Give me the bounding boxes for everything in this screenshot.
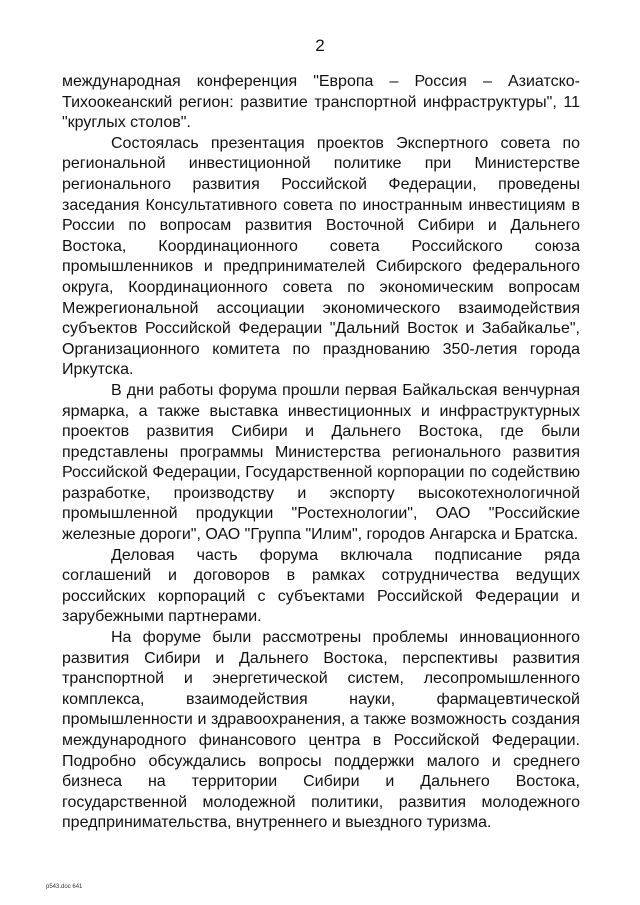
paragraph-business-part: Деловая часть форума включала подписание ряда соглашений и договоров в рамках сотрудничества ведущих российских корпораций с субъектами Российской Федерации и зарубежными партнерами. [62, 546, 580, 626]
paragraph-venture-fair: В дни работы форума прошли первая Байкальская венчурная ярмарка, а также выставка инвестиционных и инфраструктурных проектов развития Сибири и Дальнего Востока, где были представлены программы Министерства регионального развития Российской Федерации, Государственной корпорации по содействию разработке, производству и экспорту высокотехнологичной промышленной продукции "Ростехнологии", ОАО "Российские железные дороги", ОАО "Группа "Илим", городов Ангарска и Братска. [62, 381, 580, 544]
document-body [62, 72, 580, 834]
paragraph-presentation: Состоялась презентация проектов Экспертного совета по региональной инвестиционной политике при Министерстве регионального развития Российской Федерации, проведены заседания Консультативного совета по иностранным инвестициям в России по вопросам развития Восточной Сибири и Дальнего Востока, Координационного совета Российского союза промышленников и предпринимателей Сибирского федерального округа, Координационного совета по экономическим вопросам Межрегиональной ассоциации экономического взаимодействия субъектов Российской Федерации "Дальний Восток и Забайкалье", Организационного комитета по празднованию 350-летия города Иркутска. [62, 134, 580, 379]
page-number: 2 [315, 36, 325, 55]
footer-file-code: р543.doc 641 [46, 884, 83, 890]
paragraph-forum-topics: На форуме были рассмотрены проблемы инновационного развития Сибири и Дальнего Востока, перспективы развития транспортной и энергетической систем, лесопромышленного комплекса, взаимодействия науки, фармацевтической промышленности и здравоохранения, а также возможность создания международного финансового центра в Российской Федерации. Подробно обсуждались вопросы поддержки малого и среднего бизнеса на территории Сибири и Дальнего Востока, государственной молодежной политики, развития молодежного предпринимательства, внутреннего и выездного туризма. [62, 629, 580, 832]
paragraph-conference-continuation: международная конференция "Европа – Россия – Азиатско-Тихоокеанский регион: развитие транспортной инфраструктуры", 11 "круглых столов". [62, 73, 580, 132]
